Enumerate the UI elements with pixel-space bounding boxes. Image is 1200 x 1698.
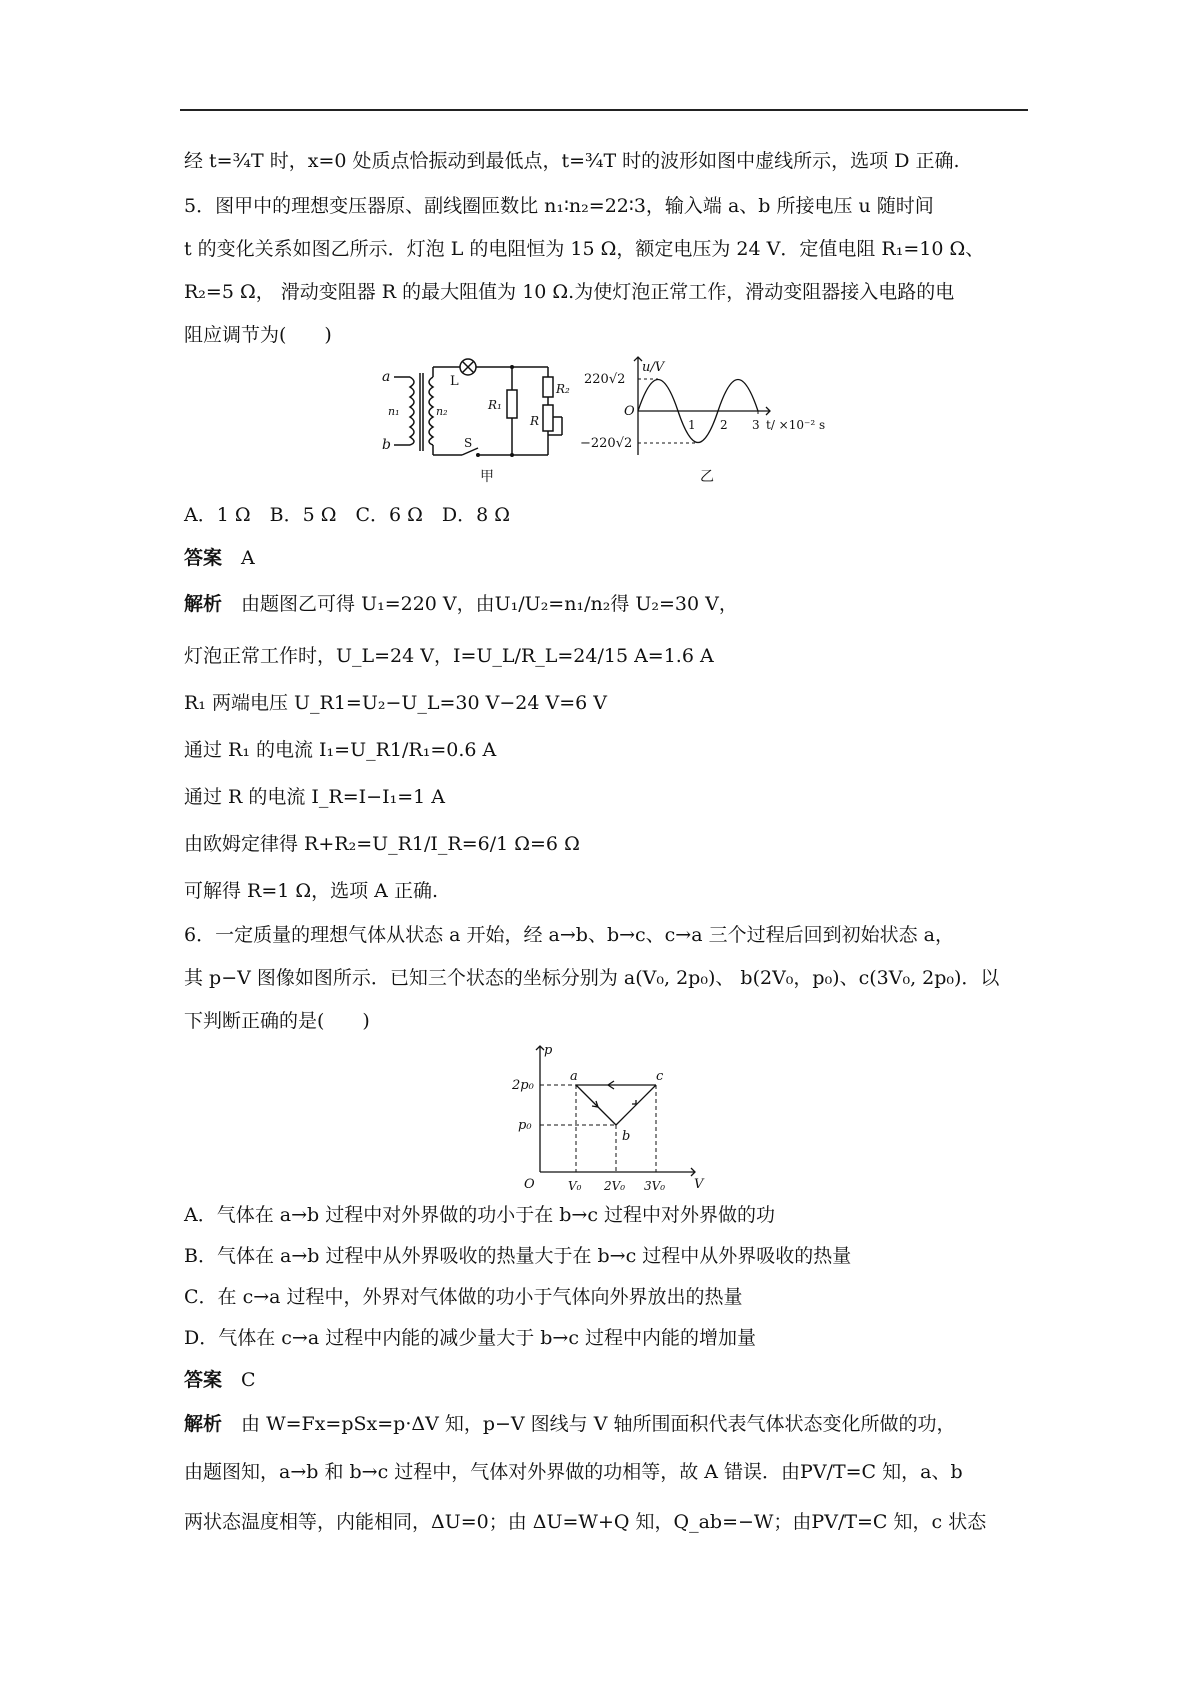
origin-label: O: [624, 404, 635, 419]
state-c-label: c: [656, 1069, 664, 1084]
explanation-label: 解析: [184, 1413, 223, 1435]
n1-label: n₁: [388, 405, 400, 418]
terminal-b-label: b: [382, 437, 391, 453]
r2-label: R₂: [556, 382, 570, 396]
waveform-chart: [580, 355, 840, 485]
explanation-label: 解析: [184, 593, 223, 615]
waveform-caption: 乙: [700, 469, 714, 485]
r-label: R: [530, 414, 540, 428]
header-rule: [180, 109, 1028, 111]
question-6-option-d: D．气体在 c→a 过程中内能的减少量大于 b→c 过程中内能的增加量: [184, 1327, 757, 1349]
x-tick-label: 2V₀: [604, 1179, 626, 1193]
x-tick-label: 3V₀: [644, 1179, 666, 1193]
question-6-line: 其 p−V 图像如图所示．已知三个状态的坐标分别为 a(V₀, 2p₀)、 b(2V₀，p₀)、c(3V₀, 2p₀)．以: [184, 967, 1000, 989]
p-axis-label: p: [544, 1043, 553, 1058]
v-axis-label: V: [694, 1177, 704, 1192]
answer-label: 答案: [184, 1369, 223, 1391]
switch-label: S: [464, 436, 473, 450]
explanation-line: 由题图乙可得 U₁=220 V，由U₁/U₂=n₁/n₂得 U₂=30 V，: [241, 593, 738, 615]
answer-value: A: [241, 547, 255, 569]
r1-label: R₁: [488, 398, 502, 412]
explanation-line: 灯泡正常工作时，U_L=24 V，I=U_L/R_L=24/15 A=1.6 A: [184, 645, 714, 667]
n2-label: n₂: [436, 405, 448, 418]
state-b-label: b: [622, 1129, 631, 1144]
question-5-line: R₂=5 Ω， 滑动变阻器 R 的最大阻值为 10 Ω.为使灯泡正常工作，滑动变阻器接入电路的电: [184, 281, 955, 303]
question-5-line: 阻应调节为( ): [184, 324, 332, 346]
x-axis-label: t/ ×10⁻² s: [766, 418, 826, 432]
x-tick-label: 2: [720, 418, 728, 432]
lamp-label: L: [450, 374, 459, 389]
question-6-option-c: C．在 c→a 过程中，外界对气体做的功小于气体向外界放出的热量: [184, 1286, 743, 1308]
x-tick-label: V₀: [568, 1179, 582, 1193]
question-5-options: A．1 Ω B．5 Ω C．6 Ω D．8 Ω: [184, 504, 510, 526]
pv-diagram: [510, 1040, 710, 1195]
origin-label: O: [524, 1177, 535, 1192]
explanation-line: 由 W=Fx=pSx=p·ΔV 知，p−V 图线与 V 轴所围面积代表气体状态变化所做的功，: [241, 1413, 956, 1435]
y-axis-label: u/V: [642, 360, 665, 375]
y-tick-label: 2p₀: [512, 1078, 534, 1093]
explanation-line: 两状态温度相等，内能相同，ΔU=0；由 ΔU=W+Q 知，Q_ab=−W；由PV/T=C 知，c 状态: [184, 1511, 987, 1533]
explanation-line: 由题图知，a→b 和 b→c 过程中，气体对外界做的功相等，故 A 错误．由PV/T=C 知，a、b: [184, 1461, 963, 1483]
question-6-option-a: A．气体在 a→b 过程中对外界做的功小于在 b→c 过程中对外界做的功: [184, 1204, 776, 1226]
ymin-label: −220√2: [580, 436, 633, 451]
text-line: 经 t=¾T 时，x=0 处质点恰振动到最低点，t=¾T 时的波形如图中虚线所示，选项 D 正确.: [184, 150, 960, 172]
question-6-option-b: B．气体在 a→b 过程中从外界吸收的热量大于在 b→c 过程中从外界吸收的热量: [184, 1245, 852, 1267]
question-5-line: 5．图甲中的理想变压器原、副线圈匝数比 n₁∶n₂=22∶3，输入端 a、b 所接电压 u 随时间: [184, 195, 934, 217]
y-tick-label: p₀: [518, 1118, 532, 1133]
answer-label: 答案: [184, 547, 223, 569]
explanation-line: 由欧姆定律得 R+R₂=U_R1/I_R=6/1 Ω=6 Ω: [184, 833, 580, 855]
question-6-line: 下判断正确的是( ): [184, 1010, 370, 1032]
answer-value: C: [241, 1369, 256, 1391]
x-tick-label: 3: [752, 418, 760, 432]
x-tick-label: 1: [688, 418, 696, 432]
explanation-line: R₁ 两端电压 U_R1=U₂−U_L=30 V−24 V=6 V: [184, 692, 607, 714]
terminal-a-label: a: [382, 369, 391, 385]
explanation-line: 通过 R₁ 的电流 I₁=U_R1/R₁=0.6 A: [184, 739, 497, 761]
explanation-line: 通过 R 的电流 I_R=I−I₁=1 A: [184, 786, 445, 808]
circuit-caption: 甲: [480, 469, 494, 485]
question-5-line: t 的变化关系如图乙所示．灯泡 L 的电阻恒为 15 Ω，额定电压为 24 V．定值电阻 R₁=10 Ω、: [184, 238, 985, 260]
state-a-label: a: [570, 1069, 578, 1084]
explanation-line: 可解得 R=1 Ω，选项 A 正确.: [184, 880, 438, 902]
question-6-line: 6．一定质量的理想气体从状态 a 开始，经 a→b、b→c、c→a 三个过程后回到初始状态 a，: [184, 924, 954, 946]
ymax-label: 220√2: [584, 372, 626, 387]
circuit-diagram: [380, 355, 580, 485]
